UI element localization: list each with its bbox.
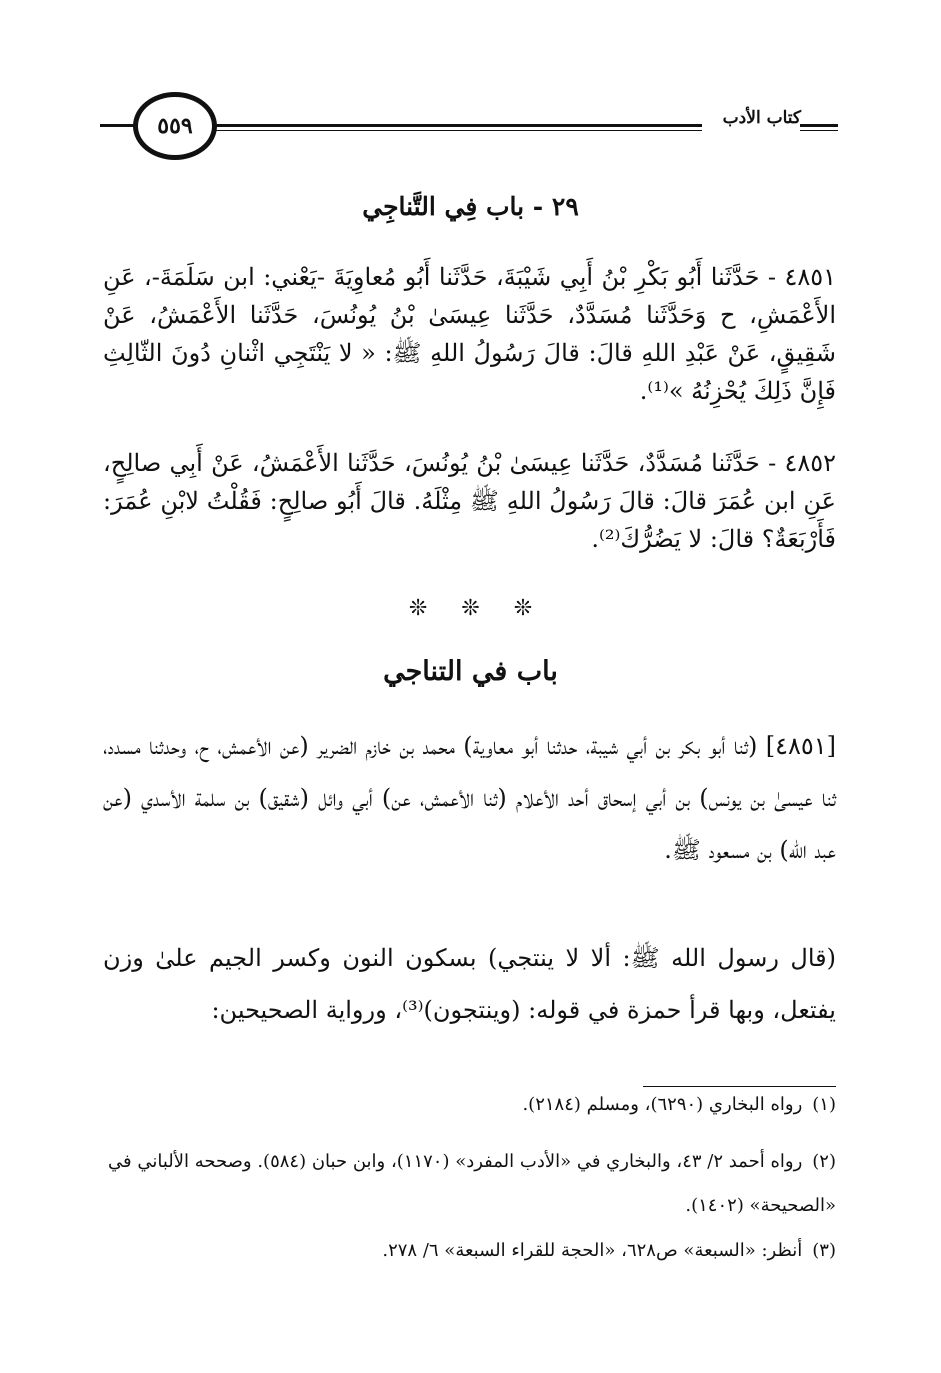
- header-rule-right: [800, 124, 838, 127]
- footnote-2: [103, 1140, 836, 1228]
- chapter-title: ٢٩ - باب فِي التَّناجِي: [362, 192, 579, 221]
- hadith-4851: ٤٨٥١ - حَدَّثَنا أَبُو بَكْرِ بْنُ أَبِي شَيْبَةَ، حَدَّثَنا أَبُو مُعاوِيَةَ -يَعْني: ابن سَلَمَةَ-، عَنِ الأَعْمَشِ، ح وَحَدَّثَنا مُسَدَّدٌ، حَدَّثَنا عِيسَىٰ بْنُ يُونُسَ، حَدَّثَنا الأَعْمَشُ، عَنْ شَقِيقٍ، عَنْ عَبْدِ اللهِ قالَ: قالَ رَسُولُ اللهِ ﷺ: « لا يَنْتَجِي اثْنانِ دُونَ الثّالِثِ فَإِنَّ ذَلِكَ يُحْزِنُهُ »⁽¹⁾.: [103, 263, 836, 405]
- footnote-text: أنظر: «السبعة» ص٦٢٨، «الحجة للقراء السبعة» ٦/ ٢٧٨.: [382, 1240, 803, 1261]
- running-title: كتاب الأدب: [722, 108, 801, 128]
- page-number: ٥٥٩: [133, 92, 217, 160]
- footnote-number: (١): [812, 1094, 836, 1115]
- header-rule-right-thin: [800, 130, 838, 131]
- footnote-rule: [643, 1086, 836, 1087]
- hadith-4852: ٤٨٥٢ - حَدَّثَنا مُسَدَّدٌ، حَدَّثَنا عِيسَىٰ بْنُ يُونُسَ، حَدَّثَنا الأَعْمَشُ، عَنْ أَبِي صالِحٍ، عَنِ ابن عُمَرَ قالَ: قالَ رَسُولُ اللهِ ﷺ مِثْلَهُ. قالَ أَبُو صالِحٍ: فَقُلْتُ لابْنِ عُمَرَ: فَأَرْبَعَةٌ؟ قالَ: لا يَضُرُّكَ⁽²⁾.: [103, 449, 836, 553]
- footnote-text: رواه البخاري (٦٢٩٠)، ومسلم (٢١٨٤).: [522, 1094, 803, 1115]
- footnote-number: (٣): [812, 1240, 836, 1261]
- footnote-number: (٢): [812, 1151, 836, 1172]
- commentary-paragraph: (قال رسول الله ﷺ: ألا لا ينتجي) بسكون النون وكسر الجيم علىٰ وزن يفتعل، وبها قرأ حمزة في قوله: (وينتجون)⁽³⁾، ورواية الصحيحين:: [103, 944, 836, 1024]
- commentary-title: باب في التناجي: [383, 656, 558, 687]
- commentary-paragraph: [٤٨٥١] (ثنا أبو بكر بن أبي شيبة، حدثنا أبو معاوية) محمد بن خازم الضرير (عن الأعمش، ح، وحدثنا مسدد، ثنا عيسىٰ بن يونس) بن أبي إسحاق أحد الأعلام (ثنا الأعمش، عن) أبي وائل (شقيق) بن سلمة الأسدي (عن عبد الله) بن مسعود ﷺ.: [103, 732, 836, 864]
- header-rule-middle: [212, 124, 702, 127]
- footnote-text: رواه أحمد ٢/ ٤٣، والبخاري في «الأدب المفرد» (١١٧٠)، وابن حبان (٥٨٤). وصححه الألباني في «الصحيحة» (١٤٠٢).: [108, 1151, 836, 1216]
- footnote-3: [103, 1236, 836, 1266]
- section-separator: ❊❊❊: [408, 596, 567, 621]
- footnote-1: [103, 1090, 836, 1120]
- header-rule-middle-thin: [212, 130, 702, 131]
